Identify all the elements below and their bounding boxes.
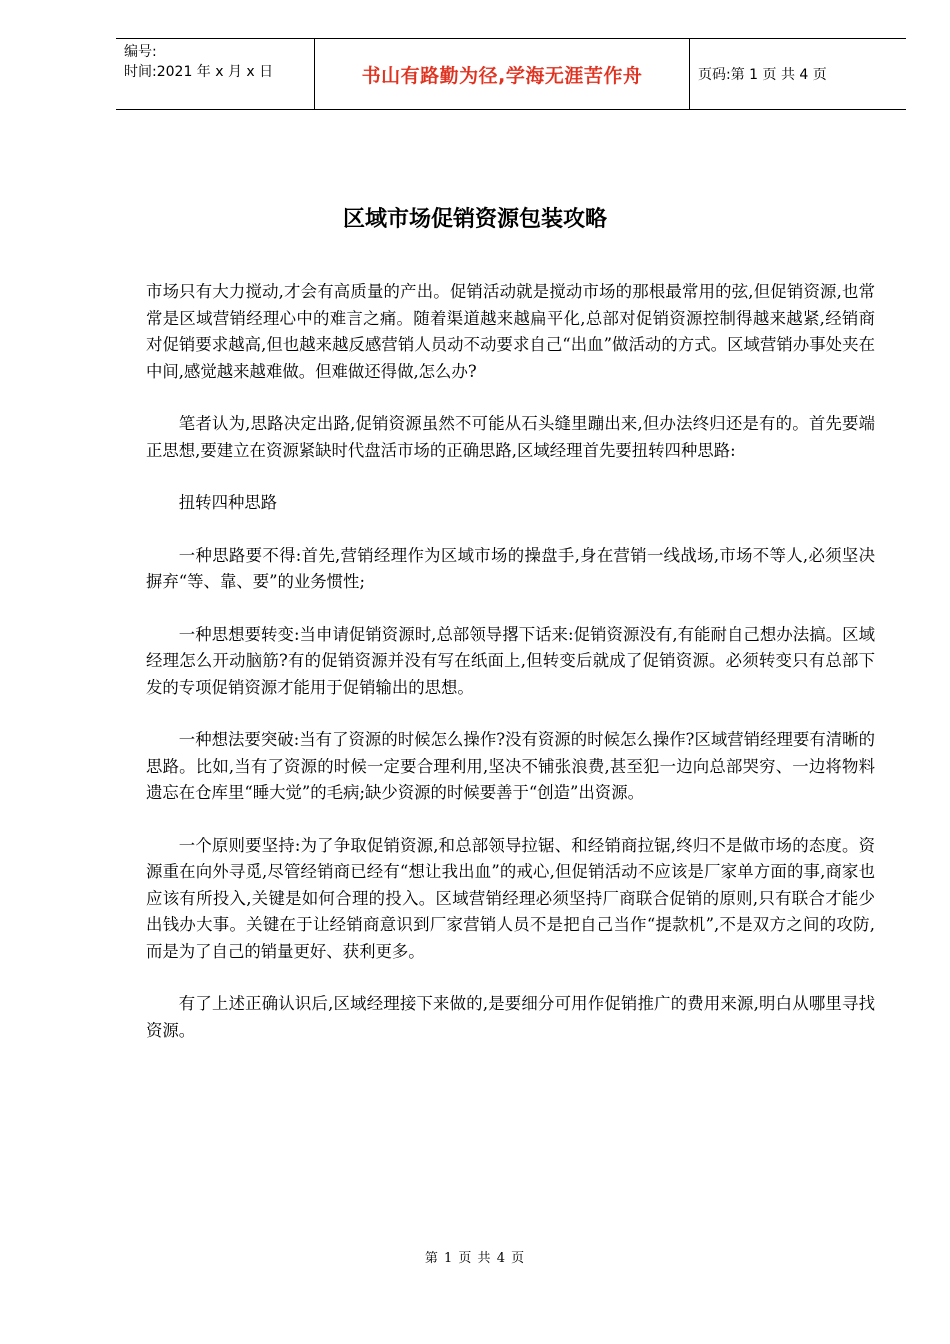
page-header — [116, 38, 906, 110]
paragraph: 一种思想要转变:当申请促销资源时,总部领导撂下话来:促销资源没有,有能耐自己想办法搞。区域经理怎么开动脑筋?有的促销资源并没有写在纸面上,但转变后就成了促销资源。必须转变只有总部下发的专项促销资源才能用于促销输出的思想。 — [146, 624, 875, 697]
paragraph: 有了上述正确认识后,区域经理接下来做的,是要细分可用作促销推广的费用来源,明白从哪里寻找资源。 — [146, 994, 875, 1040]
header-motto-cell — [315, 39, 690, 109]
paragraph: 一种想法要突破:当有了资源的时候怎么操作?没有资源的时候怎么操作?区域营销经理要有清晰的思路。比如,当有了资源的时候一定要合理利用,坚决不铺张浪费,甚至犯一边向总部哭穷、一边将物料遗忘在仓库里“睡大觉”的毛病;缺少资源的时候要善于“创造”出资源。 — [146, 730, 875, 802]
header-meta — [116, 39, 315, 109]
paragraph-intro: 市场只有大力搅动,才会有高质量的产出。促销活动就是搅动市场的那根最常用的弦,但促销资源,也常常是区域营销经理心中的难言之痛。随着渠道越来越扁平化,总部对促销资源控制得越来越紧,经销商对促销要求越高,但也越来越反感营销人员动不动要求自己“出血”做活动的方式。区域营销办事处夹在中间,感觉越来越难做。但难做还得做,怎么办? — [146, 282, 875, 381]
section-heading: 扭转四种思路 — [178, 493, 278, 512]
page-info-text: 页码:第 1 页 共 4 页 — [698, 67, 827, 83]
paragraph: 笔者认为,思路决定出路,促销资源虽然不可能从石头缝里蹦出来,但办法终归还是有的。首先要端正思想,要建立在资源紧缺时代盘活市场的正确思路,区域经理首先要扭转四种思路: — [146, 414, 875, 460]
paragraph: 一种思路要不得:首先,营销经理作为区域市场的操盘手,身在营销一线战场,市场不等人,必须坚决摒弃“等、靠、要”的业务惯性; — [146, 545, 875, 591]
paragraph: 一个原则要坚持:为了争取促销资源,和总部领导拉锯、和经销商拉锯,终归不是做市场的态度。资源重在向外寻觅,尽管经销商已经有“想让我出血”的戒心,但促销活动不应该是厂家单方面的事,商家也应该有所投入,关键是如何合理的投入。区域营销经理必须坚持厂商联合促销的原则,只有联合才能少出钱办大事。关键在于让经销商意识到厂家营销人员不是把自己当作“提款机”,不是双方之间的攻防,而是为了自己的销量更好、获利更多。 — [146, 835, 875, 961]
header-motto: 书山有路勤为径,学海无涯苦作舟 — [361, 64, 643, 87]
document-body — [146, 279, 875, 1070]
document-title: 区域市场促销资源包装攻略 — [342, 207, 607, 232]
time-label: 时间:2021 年 x 月 x 日 — [124, 64, 274, 80]
number-label: 编号: — [124, 44, 157, 60]
header-page-info — [690, 39, 906, 109]
page-footer: 第 1 页 共 4 页 — [424, 1251, 526, 1266]
